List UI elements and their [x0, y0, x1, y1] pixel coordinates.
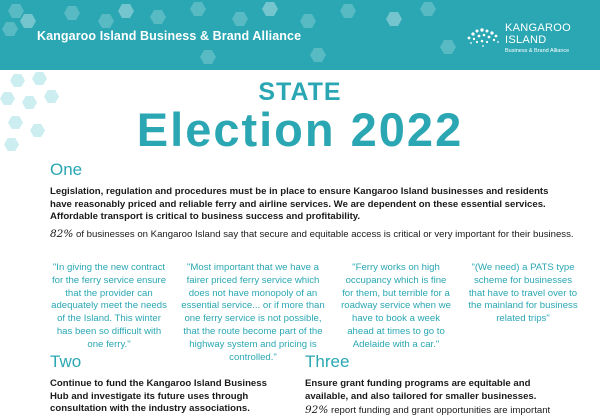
section-one-statistic [50, 228, 580, 242]
statistic-text: report funding and grant opportunities are important [331, 405, 551, 416]
brand-logo [465, 20, 590, 60]
quote-1: "In giving the new contract for the ferry service ensure that the provider can adequately meet the needs of the Island. This winter has been so difficult with one ferry." [51, 262, 167, 350]
hexagon-decoration [300, 14, 316, 28]
hexagon-decoration [262, 2, 278, 16]
heading-election-2022: Election 2022 [136, 103, 464, 156]
hexagon-decoration [150, 10, 166, 24]
hexagon-decoration [20, 14, 36, 28]
logo-text-island: ISLAND [505, 34, 547, 46]
hexagon-decoration [440, 40, 456, 54]
hexagon-decoration [340, 4, 356, 18]
hexagon-decoration [118, 4, 134, 18]
header-title: Kangaroo Island Business & Brand Alliance [37, 29, 302, 43]
hexagon-decoration [232, 12, 248, 26]
quote-3: "Ferry works on high occupancy which is fine for them, but terrible for a roadway service when we have to book a week ahead at times to go to Adelaide with a car." [341, 262, 451, 350]
section-three-title: Three [305, 352, 350, 371]
section-one-title: One [50, 160, 83, 179]
header-banner [0, 0, 600, 70]
hexagon-decoration [310, 48, 326, 62]
statistic-number: 92% [305, 404, 329, 416]
quote-4: "(We need) a PATS type scheme for businesses that have to travel over to the mainland for business related trips" [468, 262, 578, 325]
logo-text-kangaroo: KANGAROO [505, 22, 571, 34]
section-two-title: Two [50, 352, 82, 371]
logo-subtitle: Business & Brand Alliance [505, 48, 570, 54]
section-three-body: Ensure grant funding programs are equitable and available, and also tailored for smaller businesses. [305, 378, 537, 402]
kangaroo-island-logo-icon [465, 22, 501, 52]
hexagon-decoration [200, 50, 216, 64]
section-one-body: Legislation, regulation and procedures must be in place to ensure Kangaroo Island businesses and residents have reasonably priced and reliable ferry and airline services. We are dependent on these essential services. Affordable transport is critical to business success and profitability. [50, 186, 549, 222]
hexagon-decoration [190, 2, 206, 16]
hexagon-decoration [8, 4, 24, 18]
heading-state: STATE [258, 78, 342, 106]
hexagon-decoration [386, 12, 402, 26]
hexagon-decoration [98, 14, 114, 28]
hexagon-decoration [420, 2, 436, 16]
quote-2: "Most important that we have a fairer priced ferry service which does not have monopoly of an essential service... or if more than one ferry service is not possible, that the route become part of the highway system and pricing is controlled." [181, 262, 325, 363]
hexagon-decoration [64, 6, 80, 20]
section-three-statistic [305, 404, 595, 418]
statistic-text: of businesses on Kangaroo Island say that secure and equitable access is critical or very important for their business. [76, 229, 574, 240]
hexagon-decoration [2, 22, 18, 36]
statistic-number: 82% [50, 228, 74, 240]
section-two-body: Continue to fund the Kangaroo Island Business Hub and investigate its future uses through consultation with the industry associations. [50, 378, 267, 414]
